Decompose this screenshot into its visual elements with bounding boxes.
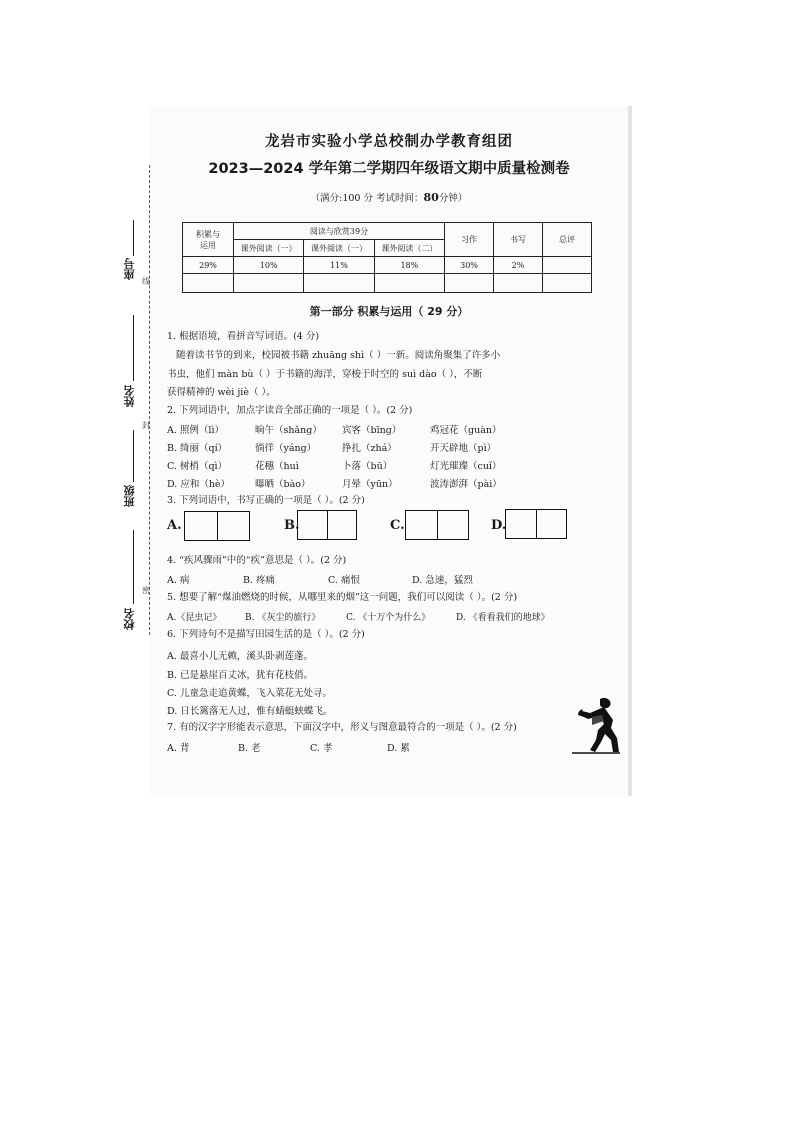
q2-a-3: 宾客（bīng） <box>342 425 402 436</box>
q2-c-2: 花穗（huì <box>255 461 299 472</box>
school-line <box>133 530 134 604</box>
accum-top: 积累与 <box>196 229 220 239</box>
q1-title: 1. 根据语境，看拼音写词语。(4 分) <box>167 331 320 342</box>
cell-writing-header: 习作 <box>445 223 494 257</box>
name-label: 姓名 <box>123 385 136 407</box>
seat-label: 座号 <box>123 258 136 280</box>
q5-option-b: B. 《灰尘的旅行》 <box>245 613 321 623</box>
q2-b-2: 徜徉（yáng） <box>255 443 317 454</box>
q7-option-c: C. 孝 <box>310 743 333 754</box>
q6-option-b: B. 已是悬崖百丈冰，犹有花枝俏。 <box>167 670 314 681</box>
q2-d-3: 月晕（yūn） <box>342 479 398 490</box>
exam-title: 2023—2024 学年第二学期四年级语文期中质量检测卷 <box>208 161 570 177</box>
q7-option-d: D. 累 <box>387 743 410 754</box>
q6-option-c: C. 儿童急走追黄蝶，飞入菜花无处寻。 <box>167 688 332 699</box>
sheet-edge <box>628 106 632 796</box>
q4-option-b: B. 疼痛 <box>243 575 276 586</box>
q4-option-c: C. 痛恨 <box>328 575 360 586</box>
q5-option-d: D. 《看看我们的地球》 <box>456 613 550 623</box>
cell-reading-header: 阅读与欣赏39分 <box>234 223 445 240</box>
cell-pct-reading1: 10% <box>234 257 304 274</box>
score-cell[interactable] <box>543 274 592 293</box>
q2-a-4: 鸡冠花（guàn） <box>430 425 502 436</box>
q4-title: 4. “疾风骤雨”中的“疾”意思是（ ）。(2 分) <box>167 555 347 566</box>
q1-line1: 随着读书节的到来，校园被书籍 zhuāng shì（ ）一新。阅读角聚集了许多小 <box>176 350 501 361</box>
accum-bottom: 运用 <box>200 240 216 250</box>
cell-pct-handwriting: 2% <box>494 257 543 274</box>
q7-option-b: B. 老 <box>238 743 261 754</box>
q3-option-c-boxes <box>405 510 469 540</box>
cell-pct-total <box>543 257 592 274</box>
q2-c-3: 卜落（bū） <box>342 461 393 472</box>
seal-dense: 密 <box>142 586 150 595</box>
q1-line2: 书虫，他们 màn bù（ ）于书籍的海洋，穿梭于时空的 suì dào（ ），不断 <box>167 369 483 380</box>
q2-b-4: 开天辟地（pì） <box>430 443 497 454</box>
cell-reading3-header: 课外阅读（二） <box>374 240 444 257</box>
cell-pct-accum: 29% <box>183 257 234 274</box>
q3-option-c-label: C. <box>390 518 405 533</box>
q2-d-1: D. 应和（hè） <box>167 479 231 490</box>
q1-line3: 获得精神的 wèi jiè（ ）。 <box>167 387 276 398</box>
cell-accum-header <box>183 223 234 257</box>
cell-pct-reading3: 18% <box>374 257 444 274</box>
q2-d-2: 曝晒（bào） <box>255 479 311 490</box>
q6-option-d: D. 日长篱落无人过，惟有蜻蜓蛱蝶飞。 <box>167 706 333 717</box>
elder-carrying-figure-icon <box>570 695 622 755</box>
q7-option-a: A. 背 <box>167 743 190 754</box>
q3-option-a-boxes <box>184 511 250 541</box>
seat-line <box>133 220 134 256</box>
cell-pct-reading2: 11% <box>304 257 374 274</box>
cell-reading1-header: 课外阅读（一） <box>234 240 304 257</box>
info-suffix: 分钟） <box>438 193 468 204</box>
name-line <box>133 315 134 381</box>
q5-option-c: C. 《十万个为什么》 <box>346 613 431 623</box>
q5-title: 5. 想要了解“煤油燃烧的时候，从哪里来的烟”这一问题，我们可以阅读（ ）。(2 分) <box>167 592 518 603</box>
score-cell[interactable] <box>374 274 444 293</box>
q3-option-a-label: A. <box>167 518 182 533</box>
score-table <box>182 222 592 293</box>
score-cell[interactable] <box>304 274 374 293</box>
cell-total-header: 总评 <box>543 223 592 257</box>
q2-a-1: A. 照例（lì） <box>167 425 224 436</box>
q4-option-a: A. 病 <box>167 575 190 586</box>
q3-title: 3. 下列词语中，书写正确的一项是（ ）。(2 分) <box>167 495 365 506</box>
seal-line: 线 <box>142 277 150 286</box>
q2-d-4: 波涛澎湃（pài） <box>430 479 502 490</box>
class-line <box>133 430 134 482</box>
school-title: 龙岩市实验小学总校制办学教育组团 <box>265 134 513 150</box>
score-cell[interactable] <box>494 274 543 293</box>
q6-option-a: A. 最喜小儿无赖，溪头卧剥莲蓬。 <box>167 651 313 662</box>
school-label: 校名 <box>123 608 136 630</box>
q5-option-a: A.《昆虫记》 <box>167 613 222 623</box>
info-minutes: 80 <box>423 191 439 204</box>
info-prefix: （满分:100 分 考试时间： <box>310 193 424 204</box>
class-label: 班级 <box>123 485 136 507</box>
exam-info <box>150 190 628 204</box>
cell-reading2-header: 课外阅读（一） <box>304 240 374 257</box>
q3-option-b-label: B. <box>284 518 300 533</box>
q2-title: 2. 下列词语中，加点字读音全部正确的一项是（ ）。(2 分) <box>167 405 413 416</box>
q3-option-d-label: D. <box>491 518 507 533</box>
score-cell[interactable] <box>183 274 234 293</box>
binding-dashline <box>149 165 150 635</box>
q6-title: 6. 下列诗句不是描写田园生活的是（ ）。(2 分) <box>167 629 365 640</box>
q2-c-4: 灯光璀璨（cuǐ） <box>430 461 502 472</box>
q2-a-2: 晌午（shǎng） <box>255 425 322 436</box>
q3-option-b-boxes <box>297 510 357 540</box>
score-cell[interactable] <box>234 274 304 293</box>
q4-option-d: D. 急速，猛烈 <box>412 575 473 586</box>
q7-title: 7. 有的汉字字形能表示意思，下面汉字中，形义与图意最符合的一项是（ ）。(2 分) <box>167 722 517 733</box>
q2-b-1: B. 绮丽（qí） <box>167 443 228 454</box>
cell-handwriting-header: 书写 <box>494 223 543 257</box>
q2-b-3: 挣扎（zhá） <box>342 443 397 454</box>
seal-seal: 封 <box>142 421 150 430</box>
q3-option-d-boxes <box>505 509 567 539</box>
q2-c-1: C. 树梢（qì） <box>167 461 228 472</box>
score-cell[interactable] <box>445 274 494 293</box>
cell-pct-writing: 30% <box>445 257 494 274</box>
part1-title: 第一部分 积累与运用（ 29 分） <box>309 305 469 318</box>
